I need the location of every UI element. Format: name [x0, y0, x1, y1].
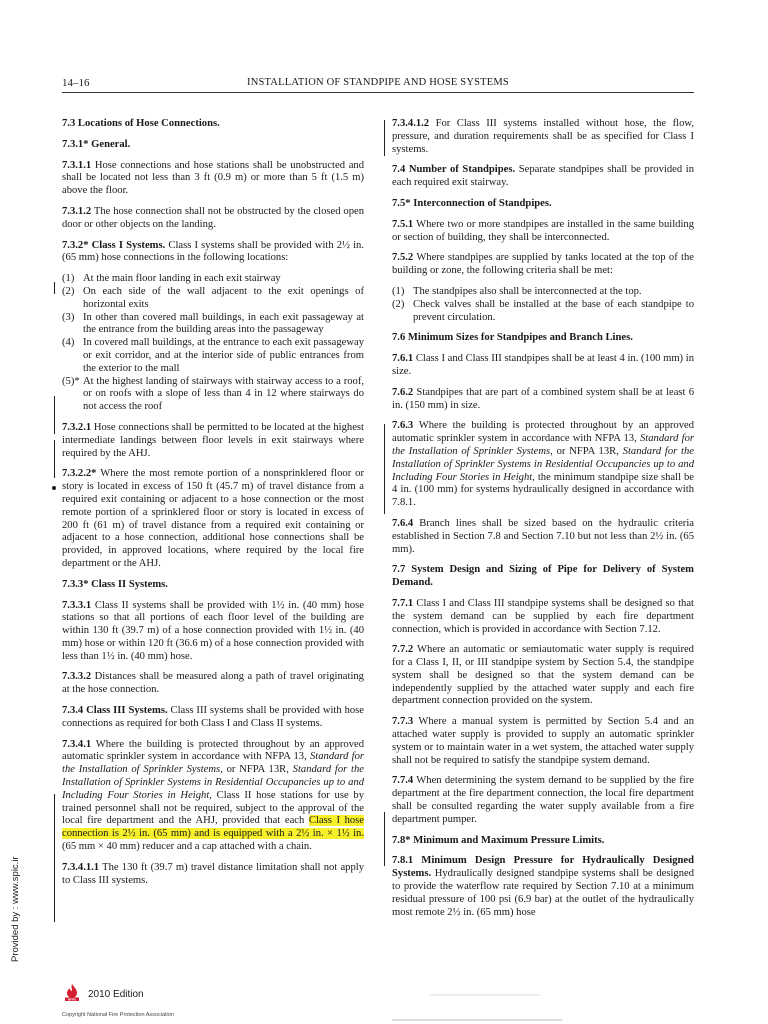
- list-item: (2) On each side of the wall adjacent to the exit openings of horizontal exits: [62, 285, 364, 310]
- list-item: (1) At the main floor landing in each exit stairway: [62, 273, 281, 285]
- section-7-7-1: 7.7.1 Class I and Class III standpipe systems shall be designed so that the system demand can be supplied by each fire department connection, which is provided in accordance with Section 7.12.: [392, 597, 694, 635]
- section-7-3-1-1: 7.3.1.1 Hose connections and hose stations shall be unobstructed and shall be located not less than 3 ft (0.9 m) or more than 5 ft (1.5 m) above the floor.: [62, 159, 365, 197]
- left-column: [62, 118, 364, 895]
- section-7-3-4: 7.3.4 Class III Systems. Class III systems shall be provided with hose connections as required for both Class I and Class II systems.: [62, 705, 365, 729]
- section-7-7-2: 7.7.2 Where an automatic or semiautomatic water supply is required for a Class I, II, or III standpipe system by Section 5.4, the standpipe system shall be designed so that the system demand can be independently supplied by the attached water supply and each fire department connection provided on the system.: [392, 644, 694, 707]
- class-i-locations-list: [62, 273, 364, 414]
- right-column: [392, 118, 694, 927]
- change-bar: [54, 794, 55, 922]
- section-7-8: 7.8* Minimum and Maximum Pressure Limits.: [392, 834, 605, 846]
- section-7-3-1-2: 7.3.1.2 The hose connection shall not be obstructed by the closed open door or other objects on the landing.: [62, 205, 364, 230]
- highlighted-text: Class I hose connection is 2½ in. (65 mm) and is equipped with a 2½ in. × 1½ in.: [62, 815, 364, 840]
- section-7-8-1: 7.8.1 Minimum Design Pressure for Hydraulically Designed Systems. Hydraulically designed standpipe systems shall be designed to provide the waterflow rate required by Section 7.10 at a minimum residual pressure of 100 psi (6.9 bar) at the outlet of the hydraulically most remote 2½ in. (65 mm) hose: [392, 855, 694, 918]
- footer-scan-artifact: [430, 994, 540, 996]
- change-bar: [384, 120, 385, 156]
- section-7-6-1: 7.6.1 Class I and Class III standpipes shall be at least 4 in. (100 mm) in size.: [392, 353, 694, 377]
- section-7-5-1: 7.5.1 Where two or more standpipes are installed in the same building or section of building, they shall be interconnected.: [392, 218, 694, 243]
- section-7-6-4: 7.6.4 Branch lines shall be sized based on the hydraulic criteria established in Section 7.8 and Section 7.10 but not less than 2½ in. (65 mm).: [392, 517, 694, 555]
- page-header: [62, 77, 694, 91]
- section-7-3-3-1: 7.3.3.1 Class II systems shall be provided with 1½ in. (40 mm) hose stations so that all portions of each floor level of the building are within 130 ft (39.7 m) of a hose connection provided with 1½ in. (40 mm) hose or within 120 ft (36.6 m) of a hose connection provided with less than 1½ in. (40 mm) hose.: [62, 599, 364, 662]
- edition-label: 2010 Edition: [88, 989, 144, 1000]
- section-7-6-3: 7.6.3 Where the building is protected throughout by an approved automatic sprinkler system in accordance with NFPA 13, Standard for the Installation of Sprinkler Systems, or NFPA 13R, Standard for the Installation of Sprinkler Systems in Residential Occupancies up to and Including Four Stories in Height, the minimum standpipe size shall be 4 in. (100 mm) for systems hydraulically designed in accordance with 7.8.1.: [392, 420, 695, 509]
- section-7-3-4-1-1: 7.3.4.1.1 The 130 ft (39.7 m) travel distance limitation shall not apply to Class III systems.: [62, 861, 364, 886]
- section-7-3-2-1: 7.3.2.1 Hose connections shall be permitted to be located at the highest intermediate landings between floor levels in exit stairways where required by the AHJ.: [62, 421, 364, 459]
- header-rule: [62, 92, 694, 93]
- section-7-5: 7.5* Interconnection of Standpipes.: [392, 197, 552, 209]
- section-7-3: 7.3 Locations of Hose Connections.: [62, 118, 220, 129]
- list-item: (4) In covered mall buildings, at the entrance to each exit passageway or exit corridor, and at the interior side of public entrances from the exterior to the mall: [62, 337, 364, 374]
- list-item: (2) Check valves shall be installed at the base of each standpipe to prevent circulation.: [392, 298, 694, 323]
- tank-criteria-list: [392, 286, 694, 324]
- section-7-4: 7.4 Number of Standpipes. Separate standpipes shall be provided in each required exit stairway.: [392, 164, 694, 189]
- section-7-3-3-2: 7.3.3.2 Distances shall be measured along a path of travel originating at the hose connection.: [62, 671, 364, 696]
- change-bar: [384, 424, 385, 514]
- provider-watermark: Provided by : www.spic.ir: [10, 856, 21, 962]
- section-7-3-4-1-2: 7.3.4.1.2 For Class III systems installed without hose, the flow, pressure, and duration requirements shall be as specified for Class I systems.: [392, 118, 694, 155]
- section-7-5-2: 7.5.2 Where standpipes are supplied by tanks located at the top of the building or zone, the following criteria shall be met:: [392, 252, 694, 277]
- footer-scan-artifact: [392, 1019, 562, 1021]
- nfpa-logo-icon: [62, 983, 82, 1001]
- section-7-7-4: 7.7.4 When determining the system demand to be supplied by the fire department at the fire department connection, the local fire department shall be consulted regarding the water supply available from a fire department pumper.: [392, 775, 694, 825]
- section-7-3-2-2: 7.3.2.2* Where the most remote portion of a nonsprinklered floor or story is located in excess of 150 ft (45.7 m) of travel distance from a required exit containing or adjacent to a hose connection or the most remote portion of a sprinklered floor or story is located in excess of 200 ft (61 m) of travel distance from a required exit containing or adjacent to a hose connection, additional hose connections shall be provided, in approved locations, where required by the local fire department or the AHJ.: [62, 468, 364, 569]
- page-number: 14–16: [62, 77, 90, 89]
- change-bar: [54, 396, 55, 434]
- section-7-3-1: 7.3.1* General.: [62, 138, 131, 150]
- copyright-notice: Copyright National Fire Protection Association: [62, 1012, 174, 1018]
- list-item: (5)* At the highest landing of stairways with stairway access to a roof, or on roofs with a slope of less than 4 in 12 where stairways do not access the roof: [62, 375, 364, 413]
- list-item: (3) In other than covered mall buildings, in each exit passageway at the entrance from the building areas into the passageway: [62, 311, 364, 336]
- change-bar: [54, 440, 55, 478]
- svg-text:NFPA: NFPA: [68, 997, 76, 1001]
- section-7-7: 7.7 System Design and Sizing of Pipe for Delivery of System Demand.: [392, 564, 695, 589]
- section-7-3-3: 7.3.3* Class II Systems.: [62, 578, 168, 590]
- change-bar: [54, 282, 55, 294]
- change-bar: [384, 812, 385, 866]
- running-title: INSTALLATION OF STANDPIPE AND HOSE SYSTEMS: [247, 77, 509, 88]
- section-7-3-2: 7.3.2* Class I Systems. Class I systems shall be provided with 2½ in. (65 mm) hose connections in the following locations:: [62, 239, 364, 264]
- list-item: (1) The standpipes also shall be interconnected at the top.: [392, 285, 642, 297]
- revision-bullet: [52, 486, 56, 490]
- section-7-6-2: 7.6.2 Standpipes that are part of a combined system shall be at least 6 in. (150 mm) in size.: [392, 386, 694, 411]
- section-7-6: 7.6 Minimum Sizes for Standpipes and Branch Lines.: [392, 332, 633, 344]
- section-7-7-3: 7.7.3 Where a manual system is permitted by Section 5.4 and an attached water supply is provided to supply an automatic sprinkler system or to maintain water in a wet system, the attached water supply shall not be required to satisfy the standpipe system demand.: [392, 716, 694, 766]
- section-7-3-4-1: 7.3.4.1 Where the building is protected throughout by an approved automatic sprinkler system in accordance with NFPA 13, Standard for the Installation of Sprinkler Systems, or NFPA 13R, Standard for the Installation of Sprinkler Systems in Residential Occupancies up to and Including Four Stories in Height, Class II hose stations for use by trained personnel shall not be required, subject to the approval of the local fire department and the AHJ, provided that each Class I hose connection is 2½ in. (65 mm) and is equipped with a 2½ in. × 1½ in. (65 mm × 40 mm) reducer and a cap attached with a chain.: [62, 738, 365, 853]
